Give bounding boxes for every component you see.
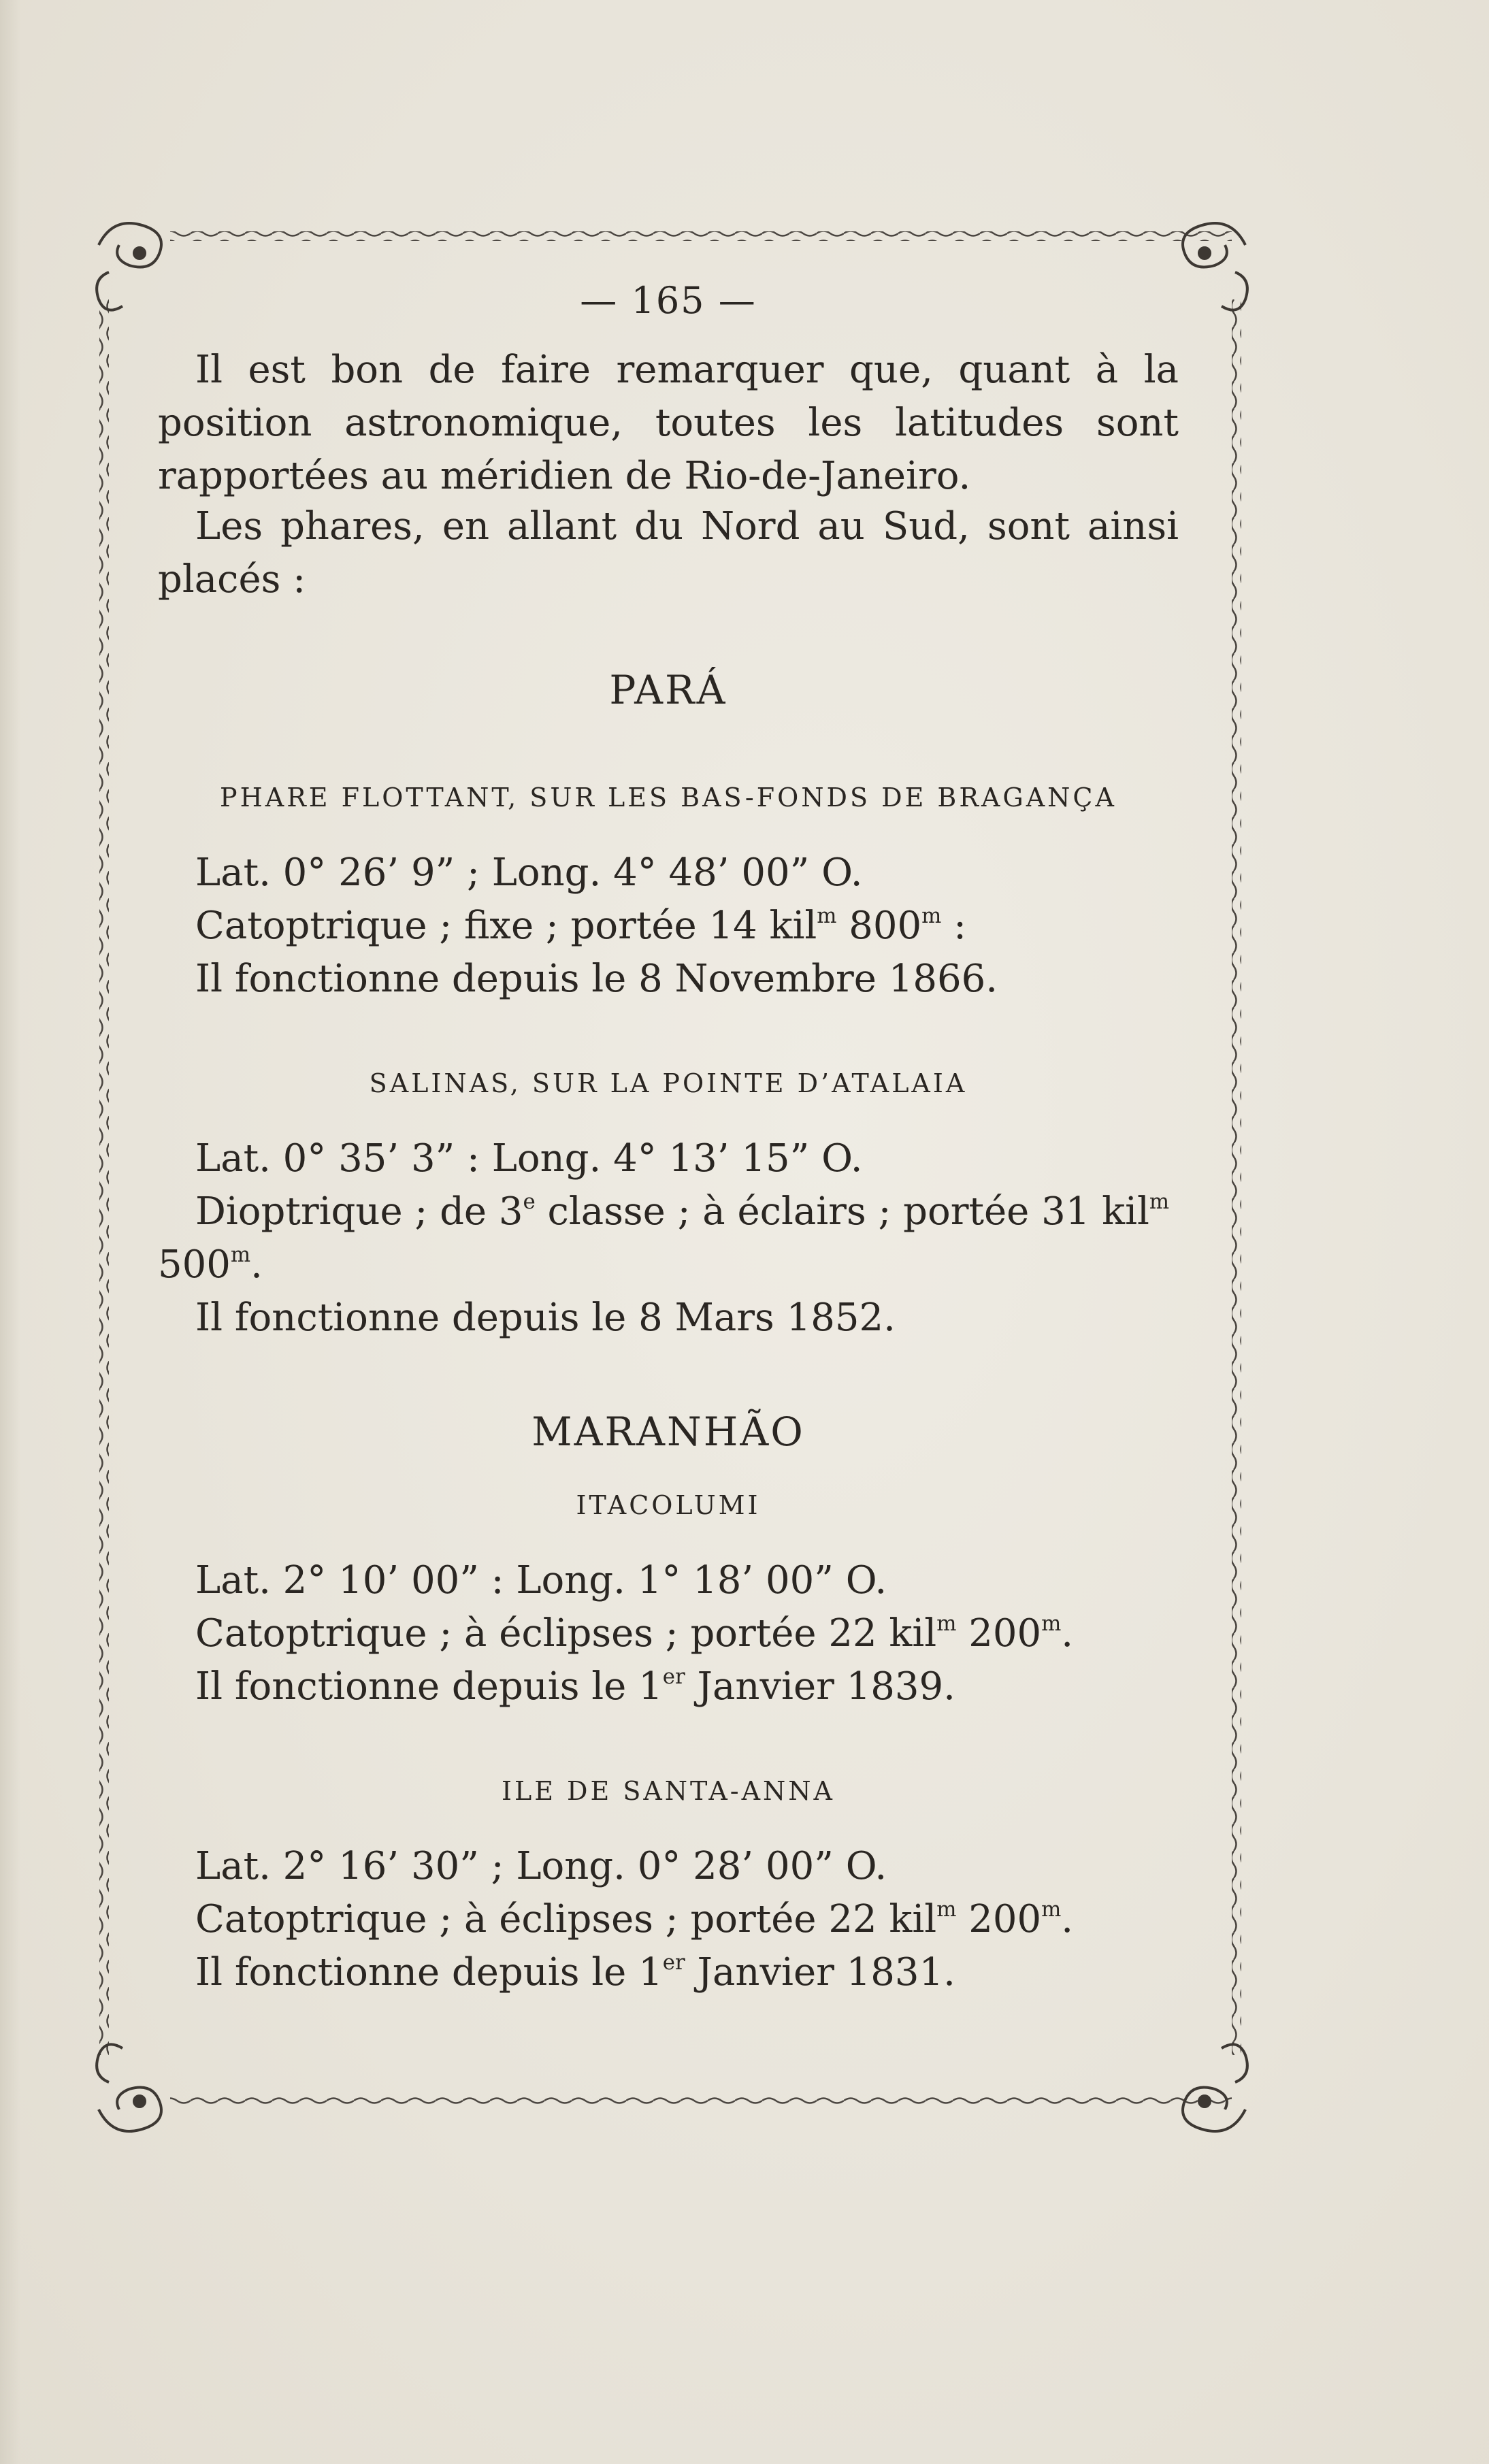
- frame-bottom-border: [170, 2096, 1232, 2105]
- coordinates-line: Lat. 2° 10’ 00” : Long. 1° 18’ 00” O.: [195, 1558, 887, 1603]
- intro-paragraph-2: Les phares, en allant du Nord au Sud, sont ainsi placés :: [158, 504, 1179, 602]
- coordinates-line: Lat. 2° 16’ 30” ; Long. 0° 28’ 00” O.: [195, 1844, 887, 1888]
- corner-ornament-top-left: [97, 223, 161, 310]
- page-number: — 165 —: [580, 279, 757, 322]
- coordinates-line: Lat. 0° 26’ 9” ; Long. 4° 48’ 00” O.: [195, 851, 863, 895]
- service-date-line: Il fonctionne depuis le 8 Mars 1852.: [195, 1296, 896, 1340]
- service-date-line: Il fonctionne depuis le 8 Novembre 1866.: [195, 957, 998, 1001]
- intro-paragraph-1: Il est bon de faire remarquer que, quant à la position astronomique, toutes les latitudes sont rapportées au méridien de Rio-de-Janeiro.: [158, 348, 1179, 498]
- lighthouse-heading: SALINAS, SUR LA POINTE D’ATALAIA: [369, 1068, 968, 1098]
- corner-ornament-top-right: [1183, 223, 1247, 310]
- frame-top-border: [170, 231, 1232, 241]
- characteristics-line: Catoptrique ; fixe ; portée 14 kil$^m$ 800$^m$ :: [195, 903, 967, 948]
- service-date-line: Il fonctionne depuis le 1er Janvier 1831.: [195, 1950, 955, 1994]
- corner-ornament-bottom-left: [97, 2044, 161, 2131]
- frame-left-border: [99, 299, 109, 2055]
- region-heading-maranhao: MARANHÃO: [531, 1409, 805, 1455]
- page-spine-shadow: [0, 0, 20, 2464]
- lighthouse-heading: ITACOLUMI: [576, 1490, 761, 1520]
- characteristics-line-continued: 500$^m$.: [158, 1242, 263, 1287]
- region-heading-para: PARÁ: [609, 667, 727, 713]
- characteristics-line: Catoptrique ; à éclipses ; portée 22 kil$^m$ 200$^m$.: [195, 1611, 1074, 1656]
- lighthouse-heading: PHARE FLOTTANT, SUR LES BAS-FONDS DE BRAGANÇA: [220, 783, 1117, 812]
- characteristics-line: Dioptrique ; de 3e classe ; à éclairs ; portée 31 kil$^m$: [195, 1189, 1170, 1234]
- coordinates-line: Lat. 0° 35’ 3” : Long. 4° 13’ 15” O.: [195, 1136, 863, 1181]
- characteristics-line: Catoptrique ; à éclipses ; portée 22 kil$^m$ 200$^m$.: [195, 1896, 1074, 1941]
- frame-right-border: [1232, 299, 1241, 2055]
- lighthouse-heading: ILE DE SANTA-ANNA: [501, 1776, 835, 1806]
- service-date-line: Il fonctionne depuis le 1er Janvier 1839.: [195, 1664, 955, 1709]
- corner-ornament-bottom-right: [1183, 2044, 1247, 2131]
